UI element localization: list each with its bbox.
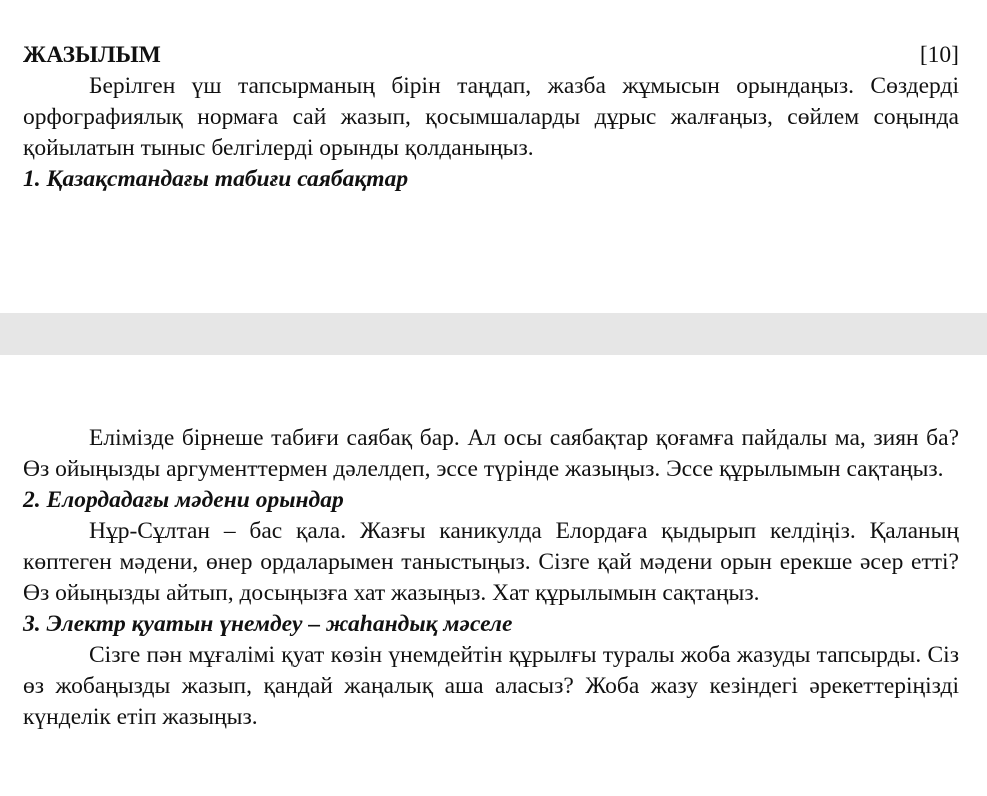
section-header <box>23 40 959 71</box>
tasks-block <box>23 423 959 733</box>
instruction-text: Берілген үш тапсырманың бірін таңдап, жазба жұмысын орындаңыз. Сөздерді орфографиялық нормаға сай жазып, қосымшаларды дұрыс жалғаңыз, сөйлем соңында қойылатын тыныс белгілерді орынды қолданыңыз. <box>23 73 959 161</box>
page-separator <box>0 313 987 355</box>
score-label: [10] <box>919 42 959 68</box>
task-1-title: 1. Қазақстандағы табиғи саябақтар <box>23 166 409 192</box>
document-page-bottom <box>0 355 987 796</box>
task-1-text: Елімізде бірнеше табиғи саябақ бар. Ал осы саябақтар қоғамға пайдалы ма, зиян ба? Өз ойыңызды аргументтермен дәлелдеп, эссе түрінде жазыңыз. Эссе құрылымын сақтаңыз. <box>23 425 959 482</box>
task-2-title: 2. Елордадағы мәдени орындар <box>23 487 344 513</box>
section-title: ЖАЗЫЛЫМ <box>23 42 161 68</box>
task-3-text: Сізге пән мұғалімі қуат көзін үнемдейтін құрылғы туралы жоба жазуды тапсырды. Сіз өз жобаңызды жазып, қандай жаңалық аша аласыз? Жоба жазу кезіндегі әрекеттеріңізді күнделік етіп жазыңыз. <box>23 642 959 730</box>
task-2-text: Нұр-Сұлтан – бас қала. Жазғы каникулда Елордаға қыдырып келдіңіз. Қаланың көптеген мәдени, өнер ордаларымен таныстыңыз. Сізге қай мәдени орын ерекше әсер етті? Өз ойыңызды айтып, досыңызға хат жазыңыз. Хат құрылымын сақтаңыз. <box>23 518 959 606</box>
document-page-top <box>0 0 987 313</box>
task-3-title: 3. Электр қуатын үнемдеу – жаһандық мәселе <box>23 611 513 637</box>
instruction-block <box>23 71 959 195</box>
